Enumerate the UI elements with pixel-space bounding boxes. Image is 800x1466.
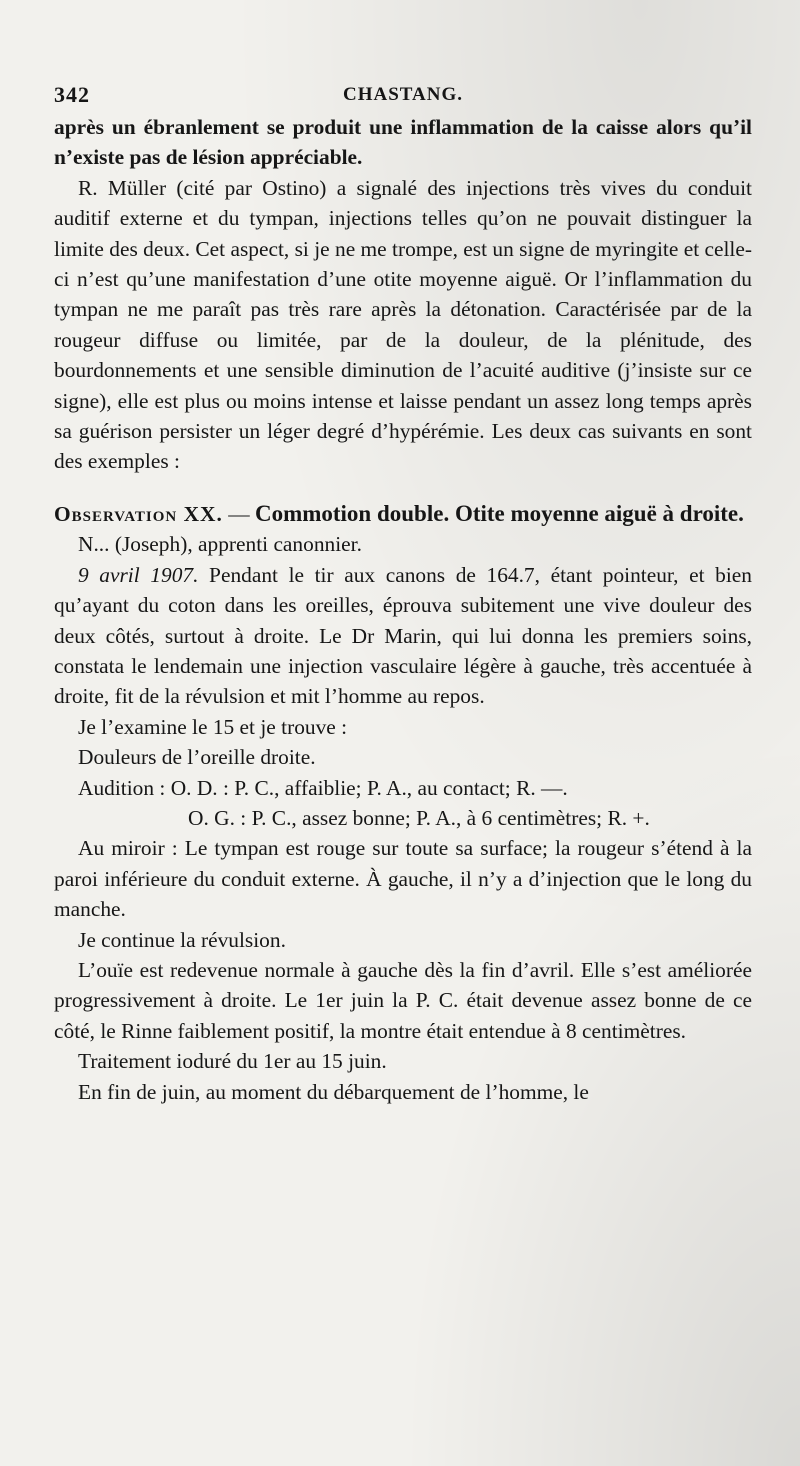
pain-line: Douleurs de l’oreille droite. — [78, 745, 316, 770]
hearing-paragraph: L’ouïe est redevenue normale à gauche dès la fin d’avril. Elle s’est améliorée progressivement à droite. Le 1er juin la P. C. était devenue assez bonne de ce côté, le Rinne faiblement positif, la montre était entendue à 8 centimètres. — [54, 957, 752, 1043]
observation-label: Observation XX. — [54, 501, 223, 526]
running-head — [54, 78, 752, 112]
patient-line: N... (Joseph), apprenti canonnier. — [78, 532, 362, 557]
running-title: CHASTANG. — [342, 84, 464, 105]
paragraph-2: R. Müller (cité par Ostino) a signalé des injections très vives du conduit auditif externe et du tympan, injections telles qu’on ne pouvait distinguer la limite des deux. Cet aspect, si je ne me trompe, est un signe de myringite et celle-ci n’est qu’une manifestation d’une otite moyenne aiguë. Or l’inflammation du tympan ne me paraît pas très rare après la détonation. Caractérisée par de la rougeur diffuse ou limitée, par de la douleur, de la plénitude, des bourdonnements et une sensible diminution de l’acuité auditive (j’insiste sur ce signe), elle est plus ou moins intense et laisse pendant un assez long temps après sa guérison persister un léger degré d’hypérémie. Les deux cas suivants en sont des exemples : — [54, 175, 752, 474]
exam-line: Je l’examine le 15 et je trouve : — [78, 714, 348, 739]
audition-od-line — [54, 773, 752, 803]
observation-heading — [54, 499, 752, 529]
observation-dash: — — [222, 501, 255, 526]
audition-og-line: O. G. : P. C., assez bonne; P. A., à 6 centimètres; R. +. — [188, 805, 650, 830]
continue-line: Je continue la révulsion. — [78, 927, 286, 952]
observation-title: Commotion double. Otite moyenne aiguë à droite. — [254, 500, 744, 526]
ending-line: En fin de juin, au moment du débarquement de l’homme, le — [78, 1079, 589, 1104]
audition-od: O. D. : P. C., affaiblie; P. A., au contact; R. —. — [170, 775, 568, 800]
page-number: 342 — [54, 82, 90, 107]
observation-narrative: Pendant le tir aux canons de 164.7, étant pointeur, et bien qu’ayant du coton dans les oreilles, éprouva subitement une vive douleur des deux côtés, surtout à droite. Le Dr Marin, qui lui donna les premiers soins, constata le lendemain une injection vasculaire légère à gauche, très accentuée à droite, fit de la révulsion et mit l’homme au repos. — [54, 562, 752, 709]
narrative-paragraph — [54, 560, 752, 712]
treatment-line: Traitement ioduré du 1er au 15 juin. — [78, 1049, 387, 1074]
observation-date: 9 avril 1907. — [78, 562, 199, 587]
audition-label: Audition : — [78, 775, 171, 800]
paragraph-1: après un ébranlement se produit une inflammation de la caisse alors qu’il n’existe pas de lésion appréciable. — [54, 115, 752, 170]
mirror-paragraph: Au miroir : Le tympan est rouge sur toute sa surface; la rougeur s’étend à la paroi inférieure du conduit externe. À gauche, il n’y a d’injection que le long du manche. — [54, 836, 752, 922]
body-text — [54, 112, 752, 1107]
